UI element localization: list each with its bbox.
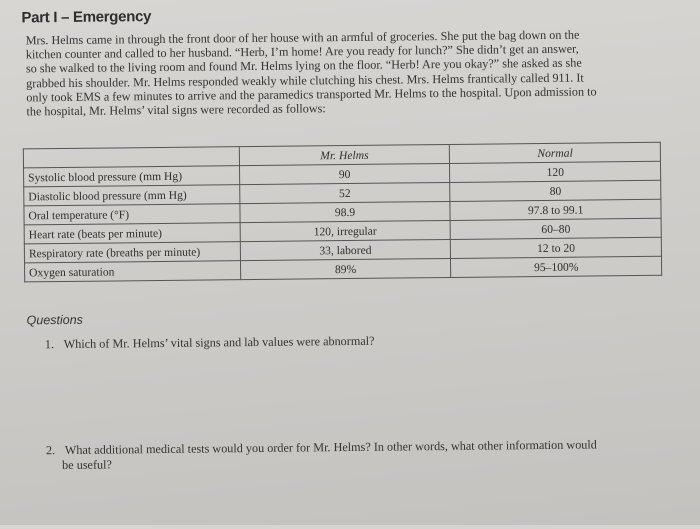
row-label: Heart rate (beats per minute) xyxy=(24,223,240,244)
row-label: Oxygen saturation xyxy=(25,261,241,282)
header-normal: Normal xyxy=(450,142,661,163)
normal-value: 120 xyxy=(450,161,661,182)
header-blank xyxy=(23,147,239,168)
narrative-line: grabbed his shoulder. Mr. Helms responded weakly while clutching his chest. Mrs. Helms frantically called 911. It xyxy=(26,70,584,90)
question-text: Which of Mr. Helms’ vital signs and lab values were abnormal? xyxy=(63,333,375,352)
normal-value: 80 xyxy=(450,180,661,201)
patient-value: 98.9 xyxy=(240,201,451,222)
question-text-continued: be useful? xyxy=(62,457,112,473)
narrative-line: so she walked to the living room and found Mr. Helms lying on the floor. “Herb! Are you okay?” she asked as she xyxy=(25,55,582,76)
narrative-line: the hospital, Mr. Helms’ vital signs were recorded as follows: xyxy=(26,101,326,119)
row-label: Systolic blood pressure (mm Hg) xyxy=(24,166,240,187)
patient-value: 90 xyxy=(239,163,450,184)
narrative-line: only took EMS a few minutes to arrive and the paramedics transported Mr. Helms to the hospital. Upon admission to xyxy=(26,84,597,105)
questions-heading: Questions xyxy=(26,312,83,328)
vital-signs-table xyxy=(23,142,662,283)
question-1 xyxy=(45,334,375,352)
narrative-line: Mrs. Helms came in through the front door of her house with an armful of groceries. She put the bag down on the xyxy=(25,27,580,48)
row-label: Respiratory rate (breaths per minute) xyxy=(24,242,240,263)
patient-value: 120, irregular xyxy=(240,220,451,241)
page-title: Part I – Emergency xyxy=(21,8,152,27)
normal-value: 60–80 xyxy=(450,218,661,239)
normal-value: 97.8 to 99.1 xyxy=(450,199,661,220)
normal-value: 12 to 20 xyxy=(451,237,662,258)
narrative-line: kitchen counter and called to her husband. “Herb, I’m home! Are you ready for lunch?” She didn’t get an answer, xyxy=(25,41,579,62)
header-patient: Mr. Helms xyxy=(239,144,450,165)
row-label: Diastolic blood pressure (mm Hg) xyxy=(24,185,240,206)
question-number: 1. xyxy=(44,337,55,352)
question-2 xyxy=(46,437,666,473)
question-text: What additional medical tests would you order for Mr. Helms? In other words, what other information would xyxy=(64,437,597,457)
normal-value: 95–100% xyxy=(451,256,662,277)
case-narrative xyxy=(26,27,667,119)
patient-value: 33, labored xyxy=(240,239,451,260)
patient-value: 89% xyxy=(240,258,451,279)
question-number: 2. xyxy=(45,443,56,458)
row-label: Oral temperature (°F) xyxy=(24,204,240,225)
patient-value: 52 xyxy=(239,182,450,203)
